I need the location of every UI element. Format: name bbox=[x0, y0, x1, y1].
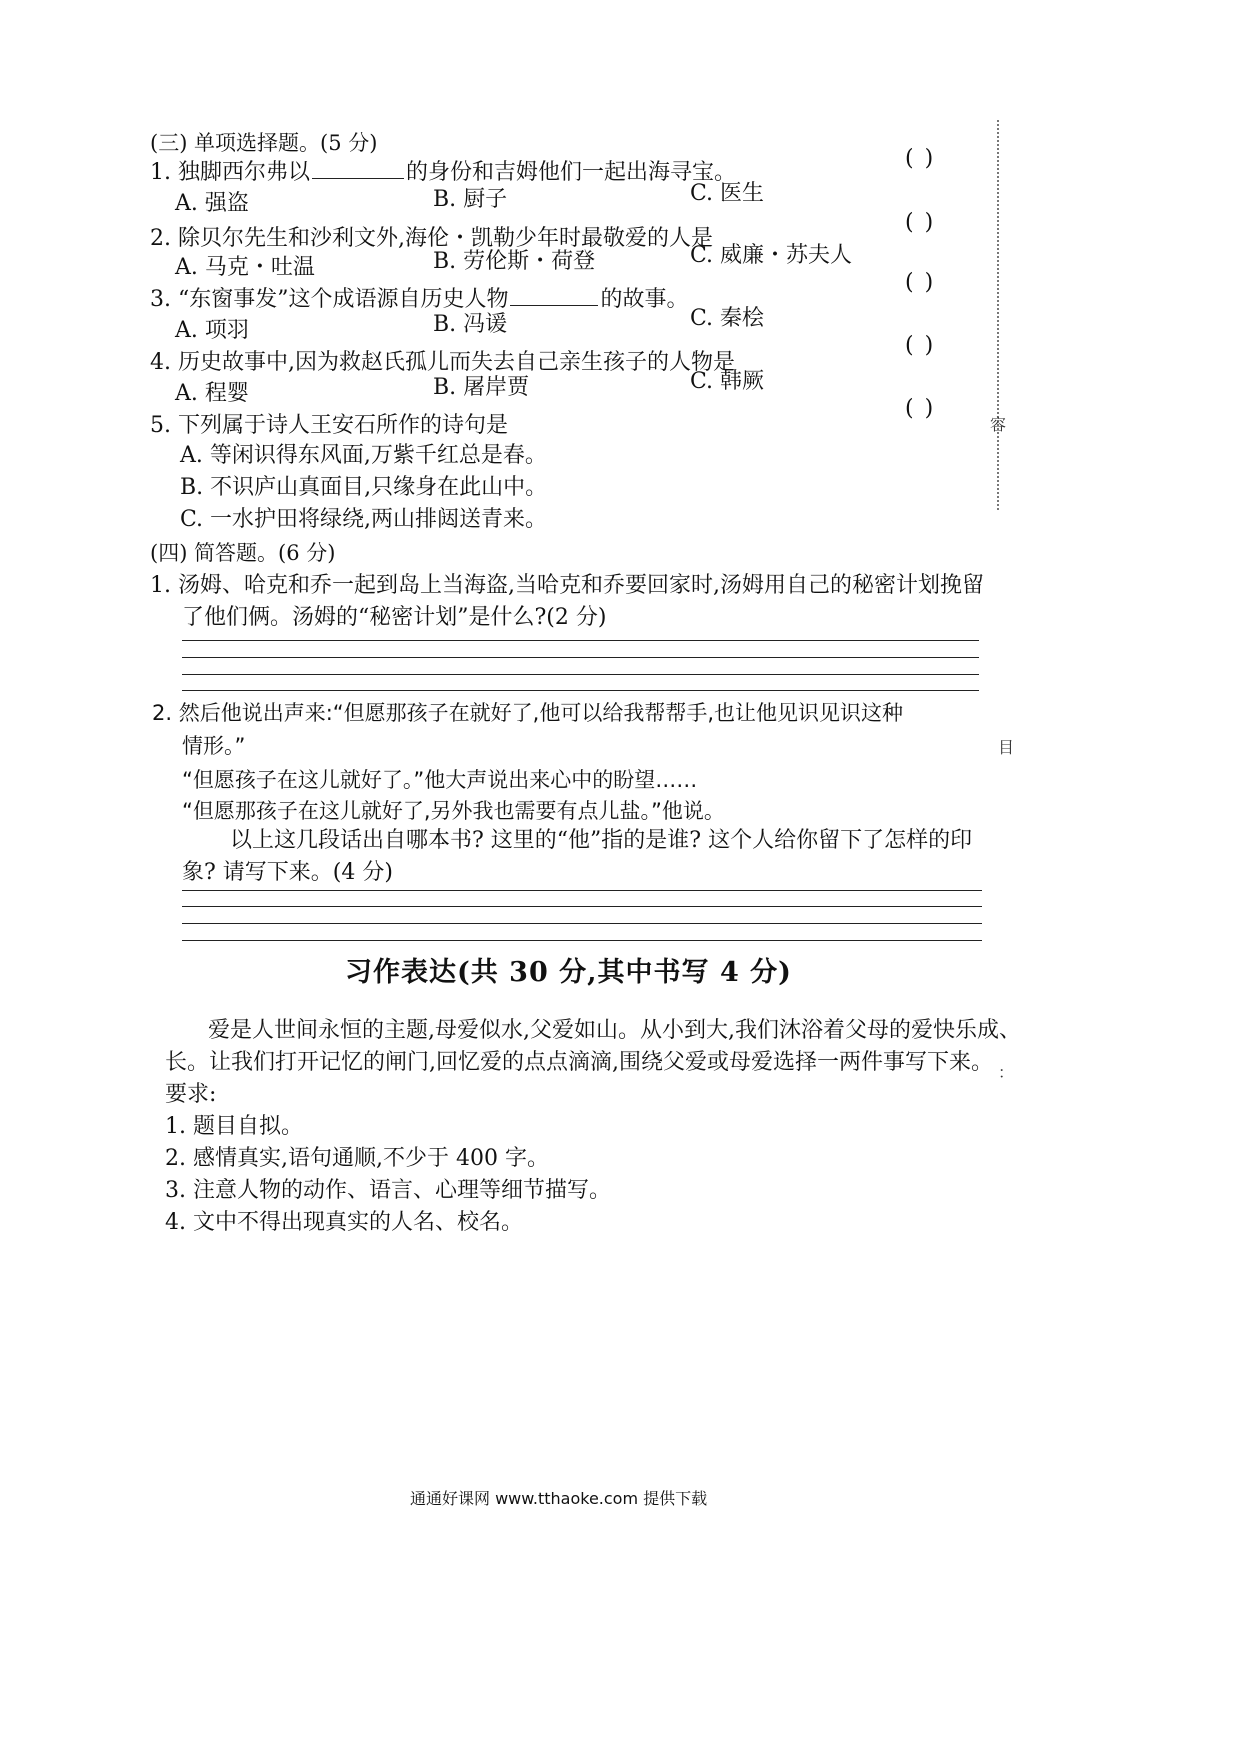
q4-option-b: B. 屠岸贾 bbox=[433, 375, 530, 400]
short-answer-2-line1: 2. 然后他说出声来:“但愿那孩子在就好了,他可以给我帮帮手,也让他见识见识这种 bbox=[152, 701, 904, 725]
section4-heading: (四) 简答题。(6 分) bbox=[150, 541, 336, 565]
short-answer-2-line6: 象? 请写下来。(4 分) bbox=[182, 860, 393, 885]
writing-prompt-line2: 长。让我们打开记忆的闸门,回忆爱的点点滴滴,围绕父爱或母爱选择一两件事写下来。 bbox=[165, 1050, 993, 1075]
binding-dotted-line bbox=[997, 120, 999, 510]
answer-bracket-1[interactable]: ( ) bbox=[905, 146, 936, 171]
short-answer-1-line1: 1. 汤姆、哈克和乔一起到岛上当海盗,当哈克和乔要回家时,汤姆用自己的秘密计划挽留 bbox=[150, 573, 984, 598]
q1-option-b: B. 厨子 bbox=[433, 187, 508, 212]
q5-option-a: A. 等闲识得东风面,万紫千红总是春。 bbox=[180, 443, 547, 468]
q2-option-b: B. 劳伦斯・荷登 bbox=[433, 249, 596, 274]
answer-blank[interactable] bbox=[510, 287, 598, 306]
short-answer-2-line2: 情形。” bbox=[182, 734, 246, 758]
q1-option-a: A. 强盗 bbox=[175, 191, 249, 216]
q5-option-b: B. 不识庐山真面目,只缘身在此山中。 bbox=[180, 475, 548, 500]
answer-bracket-3[interactable]: ( ) bbox=[905, 270, 936, 295]
question-4-stem: 4. 历史故事中,因为救赵氏孤儿而失去自己亲生孩子的人物是 bbox=[150, 350, 735, 375]
margin-mark: 目 bbox=[998, 738, 1015, 757]
q2-option-a: A. 马克・吐温 bbox=[175, 255, 315, 280]
margin-mark: ： bbox=[998, 1063, 1015, 1082]
answer-bracket-2[interactable]: ( ) bbox=[905, 210, 936, 235]
answer-line[interactable] bbox=[182, 890, 982, 891]
q2-option-c: C. 威廉・苏夫人 bbox=[690, 243, 853, 268]
answer-blank[interactable] bbox=[312, 160, 404, 179]
answer-line[interactable] bbox=[182, 923, 982, 924]
requirement-item: 1. 题目自拟。 bbox=[165, 1114, 303, 1139]
q3-option-b: B. 冯谖 bbox=[433, 312, 508, 337]
footer-watermark: 通通好课网 www.tthaoke.com 提供下载 bbox=[410, 1489, 708, 1508]
q3-option-c: C. 秦桧 bbox=[690, 306, 765, 331]
answer-line[interactable] bbox=[182, 674, 979, 675]
writing-prompt-line1: 爱是人世间永恒的主题,母爱似水,父爱如山。从小到大,我们沐浴着父母的爱快乐成、 bbox=[208, 1018, 1021, 1043]
q4-option-a: A. 程婴 bbox=[175, 381, 249, 406]
answer-line[interactable] bbox=[182, 640, 979, 641]
answer-line[interactable] bbox=[182, 657, 979, 658]
short-answer-2-line5: 以上这几段话出自哪本书? 这里的“他”指的是谁? 这个人给你留下了怎样的印 bbox=[230, 828, 973, 853]
answer-line[interactable] bbox=[182, 690, 979, 691]
requirements-label: 要求: bbox=[165, 1082, 217, 1107]
short-answer-2-line3: “但愿孩子在这儿就好了。”他大声说出来心中的盼望…… bbox=[182, 768, 698, 792]
question-1-stem: 1. 独脚西尔弗以 的身份和吉姆他们一起出海寻宝。 bbox=[150, 160, 736, 185]
writing-title: 习作表达(共 30 分,其中书写 4 分) bbox=[345, 957, 792, 988]
q3-option-a: A. 项羽 bbox=[175, 318, 249, 343]
requirement-item: 3. 注意人物的动作、语言、心理等细节描写。 bbox=[165, 1178, 611, 1203]
requirement-item: 4. 文中不得出现真实的人名、校名。 bbox=[165, 1210, 523, 1235]
question-5-stem: 5. 下列属于诗人王安石所作的诗句是 bbox=[150, 413, 508, 438]
short-answer-1-line2: 了他们俩。汤姆的“秘密计划”是什么?(2 分) bbox=[182, 605, 607, 630]
q1-option-c: C. 医生 bbox=[690, 181, 765, 206]
section3-heading: (三) 单项选择题。(5 分) bbox=[150, 131, 378, 155]
q5-option-c: C. 一水护田将绿绕,两山排闼送青来。 bbox=[180, 507, 548, 532]
answer-bracket-5[interactable]: ( ) bbox=[905, 396, 936, 421]
answer-line[interactable] bbox=[182, 906, 982, 907]
answer-bracket-4[interactable]: ( ) bbox=[905, 333, 936, 358]
answer-line[interactable] bbox=[182, 940, 982, 941]
q4-option-c: C. 韩厥 bbox=[690, 369, 765, 394]
short-answer-2-line4: “但愿那孩子在这儿就好了,另外我也需要有点儿盐。”他说。 bbox=[182, 799, 725, 823]
question-3-stem: 3. “东窗事发”这个成语源自历史人物 的故事。 bbox=[150, 287, 689, 312]
question-2-stem: 2. 除贝尔先生和沙利文外,海伦・凯勒少年时最敬爱的人是 bbox=[150, 226, 713, 251]
requirement-item: 2. 感情真实,语句通顺,不少于 400 字。 bbox=[165, 1146, 549, 1171]
margin-mark: 容 bbox=[990, 415, 1007, 434]
